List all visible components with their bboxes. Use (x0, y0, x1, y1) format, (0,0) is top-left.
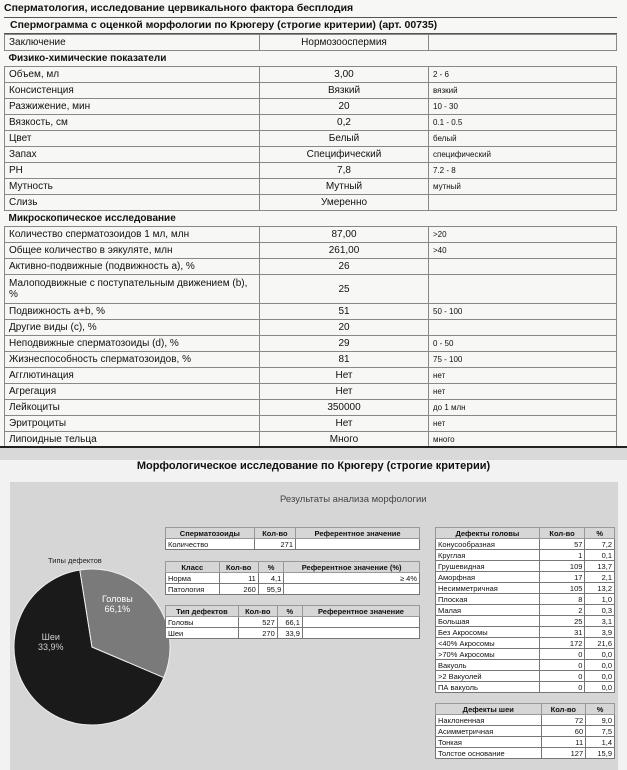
param-value: 29 (260, 336, 429, 352)
row-value: 172 (539, 638, 585, 649)
header-cell: Референтное значение (296, 528, 420, 539)
param-ref (429, 259, 617, 275)
row-label: Головы (166, 617, 239, 628)
table-row (166, 573, 420, 584)
row-value: 1,0 (585, 594, 615, 605)
table-row (436, 671, 615, 682)
neck-defects-table (435, 703, 615, 759)
param-ref: нет (429, 368, 617, 384)
row-value: 25 (539, 616, 585, 627)
row-label: Наклоненная (436, 715, 542, 726)
row-label: Круглая (436, 550, 540, 561)
row-value: 4,1 (258, 573, 283, 584)
row-label: Патология (166, 584, 220, 595)
param-name: Агрегация (5, 384, 260, 400)
header-cell: Кол-во (541, 704, 586, 715)
section-title: Физико-химические показатели (5, 51, 617, 67)
param-ref: 75 - 100 (429, 352, 617, 368)
param-value: 87,00 (260, 227, 429, 243)
param-ref: >20 (429, 227, 617, 243)
row-value: 0,1 (585, 550, 615, 561)
table-row (5, 99, 617, 115)
param-value: 0,2 (260, 115, 429, 131)
row-value: 66,1 (277, 617, 302, 628)
row-label: Шеи (166, 628, 239, 639)
param-name: Подвижность a+b, % (5, 304, 260, 320)
table-row (436, 605, 615, 616)
row-value: 0,0 (585, 649, 615, 660)
section-title: Микроскопическое исследование (5, 211, 617, 227)
row-value: 33,9 (277, 628, 302, 639)
head-defects-table (435, 527, 615, 693)
param-value: 261,00 (260, 243, 429, 259)
table-row (5, 384, 617, 400)
row-label: >2 Вакуолей (436, 671, 540, 682)
table-row (5, 115, 617, 131)
param-ref: вязкий (429, 83, 617, 99)
header-cell: Референтное значение (%) (284, 562, 420, 573)
param-value: 350000 (260, 400, 429, 416)
header-cell: Дефекты шеи (436, 704, 542, 715)
table-row (5, 320, 617, 336)
pie-label-heads: Головы 66,1% (102, 594, 133, 614)
morphology-page (0, 460, 627, 770)
conclusion-row (5, 35, 617, 51)
row-label: Тонкая (436, 737, 542, 748)
row-value: 0,0 (585, 682, 615, 693)
header-cell: Кол-во (539, 528, 585, 539)
param-value: Вязкий (260, 83, 429, 99)
param-value: Нет (260, 368, 429, 384)
row-value: 15,9 (586, 748, 615, 759)
table-row (5, 195, 617, 211)
header-cell: Кол-во (219, 562, 258, 573)
param-name: Неподвижные сперматозоиды (d), % (5, 336, 260, 352)
row-value: 72 (541, 715, 586, 726)
row-value: 105 (539, 583, 585, 594)
row-label: Количество (166, 539, 255, 550)
table-row (5, 67, 617, 83)
param-value: 3,00 (260, 67, 429, 83)
table-row (436, 726, 615, 737)
table-row (5, 131, 617, 147)
param-ref: 0 - 50 (429, 336, 617, 352)
param-value: 7,8 (260, 163, 429, 179)
table-header (166, 562, 420, 573)
results-table (4, 34, 617, 448)
param-name: Запах (5, 147, 260, 163)
row-value: 0,0 (585, 660, 615, 671)
table-header (166, 528, 420, 539)
row-value: 60 (541, 726, 586, 737)
param-name: Вязкость, см (5, 115, 260, 131)
param-ref (429, 320, 617, 336)
table-row (5, 227, 617, 243)
param-ref: нет (429, 416, 617, 432)
table-row (436, 616, 615, 627)
row-label: Толстое основание (436, 748, 542, 759)
row-label: Без Акросомы (436, 627, 540, 638)
row-value: 0 (539, 649, 585, 660)
param-value: Нет (260, 384, 429, 400)
row-value: 11 (541, 737, 586, 748)
param-value: 51 (260, 304, 429, 320)
row-value: 270 (238, 628, 277, 639)
row-value: 9,0 (586, 715, 615, 726)
row-value: 1 (539, 550, 585, 561)
param-ref: белый (429, 131, 617, 147)
header-cell: % (586, 704, 615, 715)
row-label: >70% Акросомы (436, 649, 540, 660)
table-row (436, 715, 615, 726)
param-ref: до 1 млн (429, 400, 617, 416)
param-value: Много (260, 432, 429, 448)
table-row (5, 275, 617, 304)
row-value: 8 (539, 594, 585, 605)
row-value: 95,9 (258, 584, 283, 595)
row-label: Несимметричная (436, 583, 540, 594)
row-value: 3,9 (585, 627, 615, 638)
row-value: 0,0 (585, 671, 615, 682)
table-header (166, 606, 420, 617)
row-label: Аморфная (436, 572, 540, 583)
table-row (5, 336, 617, 352)
row-label: Плоская (436, 594, 540, 605)
table-row (5, 259, 617, 275)
param-ref: мутный (429, 179, 617, 195)
defect-type-table (165, 605, 420, 639)
table-row (436, 594, 615, 605)
table-row (166, 539, 420, 550)
table-row (436, 682, 615, 693)
test-title: Спермограмма с оценкой морфологии по Крюгеру (строгие критерии) (арт. 00735) (4, 17, 617, 34)
param-ref: 10 - 30 (429, 99, 617, 115)
param-name: Количество сперматозоидов 1 мл, млн (5, 227, 260, 243)
table-row (166, 617, 420, 628)
table-row (436, 748, 615, 759)
param-ref: 2 - 6 (429, 67, 617, 83)
table-row (436, 550, 615, 561)
header-cell: Референтное значение (302, 606, 419, 617)
header-cell: % (585, 528, 615, 539)
morphology-title: Морфологическое исследование по Крюгеру (строгие критерии) (136, 460, 491, 472)
param-name: Малоподвижные с поступательным движением (b), % (5, 275, 260, 304)
section-physchem (5, 51, 617, 67)
table-row (5, 304, 617, 320)
param-ref (429, 195, 617, 211)
table-row (436, 583, 615, 594)
class-table (165, 561, 420, 595)
table-row (436, 660, 615, 671)
row-value: 527 (238, 617, 277, 628)
param-name: Общее количество в эякуляте, млн (5, 243, 260, 259)
table-row (5, 368, 617, 384)
row-label: Малая (436, 605, 540, 616)
table-header (436, 528, 615, 539)
param-name: Разжижение, мин (5, 99, 260, 115)
param-name: Жизнеспособность сперматозоидов, % (5, 352, 260, 368)
header-cell: Кол-во (238, 606, 277, 617)
param-ref: 0.1 - 0.5 (429, 115, 617, 131)
row-value: 57 (539, 539, 585, 550)
param-name: Эритроциты (5, 416, 260, 432)
row-value: 260 (219, 584, 258, 595)
row-value: 0,3 (585, 605, 615, 616)
header-cell: Сперматозоиды (166, 528, 255, 539)
param-name: Липоидные тельца (5, 432, 260, 448)
row-value: 271 (254, 539, 295, 550)
row-value: 0 (539, 660, 585, 671)
table-row (5, 352, 617, 368)
row-label: Вакуоль (436, 660, 540, 671)
row-value: 0 (539, 671, 585, 682)
row-value: 1,4 (586, 737, 615, 748)
row-value: ≥ 4% (284, 573, 420, 584)
row-value (302, 617, 419, 628)
table-row (5, 416, 617, 432)
param-value: 81 (260, 352, 429, 368)
row-value: 7,2 (585, 539, 615, 550)
row-value: 3,1 (585, 616, 615, 627)
param-name: Цвет (5, 131, 260, 147)
table-header (436, 704, 615, 715)
table-row (5, 243, 617, 259)
header-cell: Класс (166, 562, 220, 573)
param-ref: >40 (429, 243, 617, 259)
table-row (5, 147, 617, 163)
param-name: Мутность (5, 179, 260, 195)
param-ref (429, 275, 617, 304)
row-value: 127 (541, 748, 586, 759)
table-row (5, 83, 617, 99)
row-label: Асимметричная (436, 726, 542, 737)
row-value (296, 539, 420, 550)
conclusion-ref (429, 35, 617, 51)
param-ref: 50 - 100 (429, 304, 617, 320)
row-label: <40% Акросомы (436, 638, 540, 649)
param-name: Активно-подвижные (подвижность a), % (5, 259, 260, 275)
param-value: Специфический (260, 147, 429, 163)
param-name: Другие виды (c), % (5, 320, 260, 336)
row-label: Грушевидная (436, 561, 540, 572)
row-value: 17 (539, 572, 585, 583)
param-ref: нет (429, 384, 617, 400)
row-value: 11 (219, 573, 258, 584)
row-value: 31 (539, 627, 585, 638)
row-value: 21,6 (585, 638, 615, 649)
sperm-count-table (165, 527, 420, 550)
table-row (5, 400, 617, 416)
pie-chart-label: Типы дефектов (48, 556, 102, 565)
pie-label-necks: Шеи 33,9% (38, 632, 64, 652)
section-micro (5, 211, 617, 227)
conclusion-value: Нормозооспермия (260, 35, 429, 51)
param-name: Объем, мл (5, 67, 260, 83)
table-row (436, 627, 615, 638)
row-value: 7,5 (586, 726, 615, 737)
param-value: 26 (260, 259, 429, 275)
table-row (436, 539, 615, 550)
row-label: ПА вакуоль (436, 682, 540, 693)
header-cell: Дефекты головы (436, 528, 540, 539)
table-row (5, 179, 617, 195)
param-name: Агглютинация (5, 368, 260, 384)
param-value: 20 (260, 320, 429, 336)
panel-title: Результаты анализа морфологии (280, 494, 427, 505)
table-row (436, 561, 615, 572)
row-value: 2 (539, 605, 585, 616)
table-row (5, 163, 617, 179)
row-value: 0 (539, 682, 585, 693)
param-value: 25 (260, 275, 429, 304)
param-ref: специфический (429, 147, 617, 163)
row-label: Конусообразная (436, 539, 540, 550)
param-ref: 7.2 - 8 (429, 163, 617, 179)
row-value (284, 584, 420, 595)
table-row (436, 737, 615, 748)
defect-types-pie-chart (12, 567, 172, 727)
param-value: Белый (260, 131, 429, 147)
row-value: 109 (539, 561, 585, 572)
param-name: Консистенция (5, 83, 260, 99)
param-name: PH (5, 163, 260, 179)
row-value: 13,7 (585, 561, 615, 572)
param-value: Нет (260, 416, 429, 432)
header-cell: % (277, 606, 302, 617)
param-value: Мутный (260, 179, 429, 195)
param-name: Лейкоциты (5, 400, 260, 416)
table-row (436, 649, 615, 660)
param-ref: много (429, 432, 617, 448)
header-cell: Кол-во (254, 528, 295, 539)
param-value: 20 (260, 99, 429, 115)
morphology-panel (10, 482, 618, 770)
row-label: Норма (166, 573, 220, 584)
param-name: Слизь (5, 195, 260, 211)
row-value: 2,1 (585, 572, 615, 583)
row-value: 13,2 (585, 583, 615, 594)
conclusion-label: Заключение (5, 35, 260, 51)
table-row (166, 584, 420, 595)
department-title: Сперматология, исследование цервикального фактора бесплодия (4, 2, 354, 14)
param-value: Умеренно (260, 195, 429, 211)
header-cell: Тип дефектов (166, 606, 239, 617)
table-row (436, 572, 615, 583)
row-label: Большая (436, 616, 540, 627)
header-cell: % (258, 562, 283, 573)
row-value (302, 628, 419, 639)
table-row (166, 628, 420, 639)
table-row (436, 638, 615, 649)
